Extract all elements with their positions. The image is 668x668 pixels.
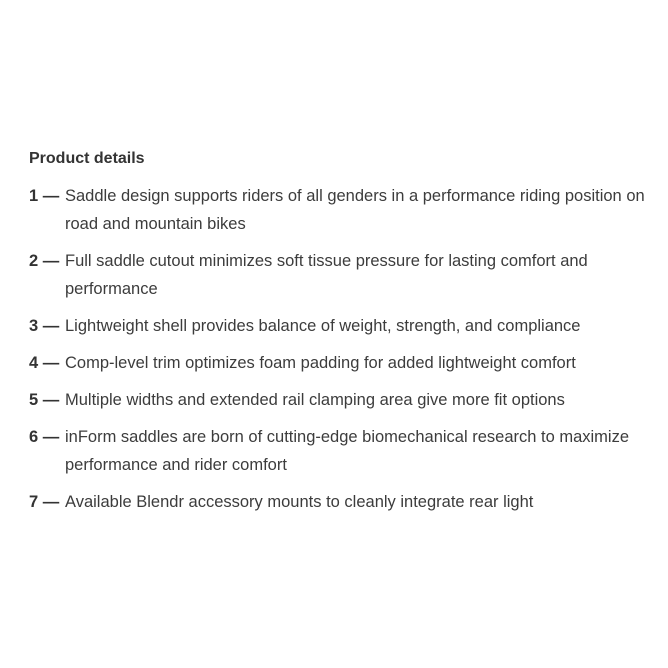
list-item <box>29 312 654 340</box>
list-item <box>29 247 654 303</box>
list-item-text: inForm saddles are born of cutting-edge biomechanical research to maximize performance and rider comfort <box>65 428 630 474</box>
list-item-text: Multiple widths and extended rail clamping area give more fit options <box>65 391 565 409</box>
list-item-number: 3 — <box>29 317 60 335</box>
list-item-text: Comp-level trim optimizes foam padding for added lightweight comfort <box>65 354 576 372</box>
list-item-number: 2 — <box>29 252 60 270</box>
list-item <box>29 386 654 414</box>
list-item-text: Lightweight shell provides balance of weight, strength, and compliance <box>65 317 581 335</box>
list-item-number: 7 — <box>29 493 60 511</box>
list-item <box>29 423 654 479</box>
list-item-text: Saddle design supports riders of all genders in a performance riding position on road and mountain bikes <box>65 187 645 233</box>
list-item-number: 6 — <box>29 428 60 446</box>
list-item-text: Available Blendr accessory mounts to cleanly integrate rear light <box>65 493 534 511</box>
list-item-number: 5 — <box>29 391 60 409</box>
list-item-number: 4 — <box>29 354 60 372</box>
list-item <box>29 182 654 238</box>
section-title: Product details <box>29 150 145 167</box>
list-item-number: 1 — <box>29 187 60 205</box>
list-item <box>29 488 654 516</box>
list-item <box>29 349 654 377</box>
details-list <box>29 182 654 525</box>
list-item-text: Full saddle cutout minimizes soft tissue pressure for lasting comfort and performance <box>65 252 588 298</box>
